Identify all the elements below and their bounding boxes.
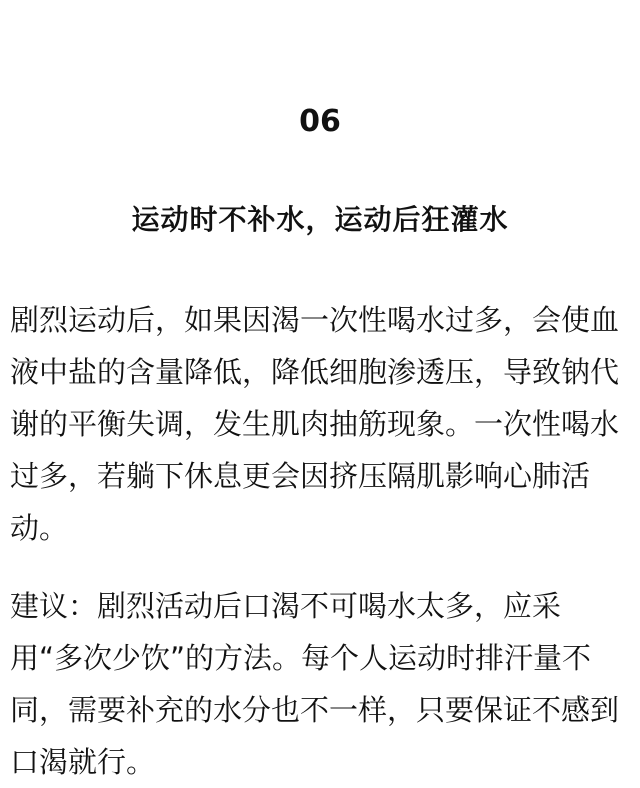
advice-paragraph: 建议：剧烈活动后口渴不可喝水太多，应采用“多次少饮”的方法。每个人运动时排汗量不同，需要补充的水分也不一样，只要保证不感到口渴就行。 xyxy=(10,589,620,779)
section-number: 06 xyxy=(299,104,341,139)
body-paragraph-1: 剧烈运动后，如果因渴一次性喝水过多，会使血液中盐的含量降低，降低细胞渗透压，导致钠代谢的平衡失调，发生肌肉抽筋现象。一次性喝水过多，若躺下休息更会因挤压隔肌影响心肺活动。 xyxy=(10,303,620,545)
section-title: 运动时不补水，运动后狂灌水 xyxy=(131,203,509,236)
